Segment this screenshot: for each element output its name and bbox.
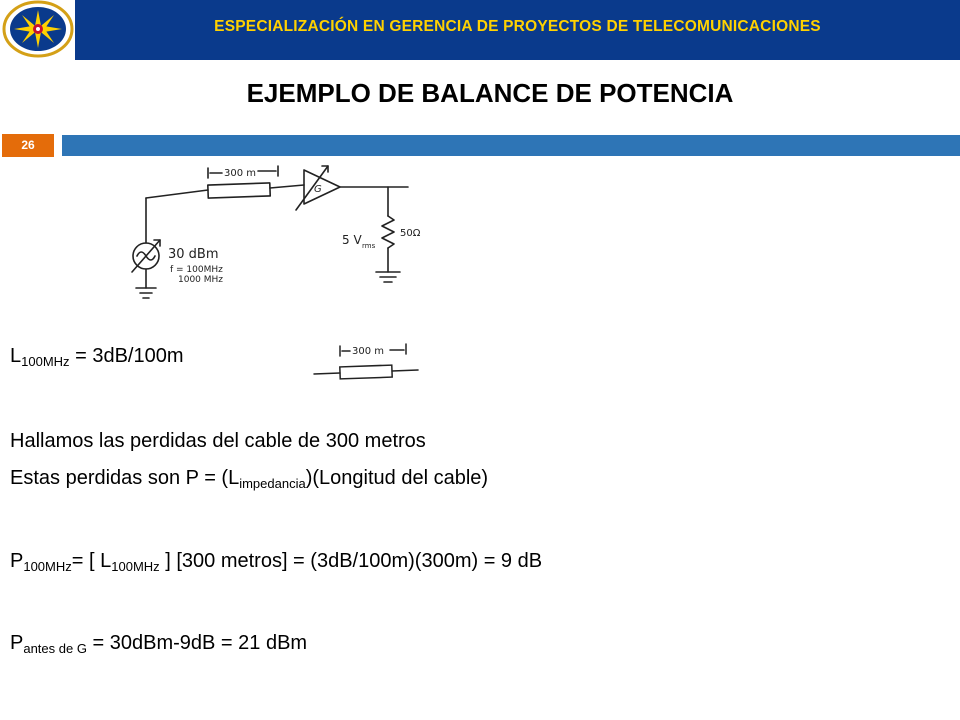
resistance-label: 50Ω <box>400 228 421 239</box>
source-power-label: 30 dBm <box>168 247 219 262</box>
resistor-icon <box>382 216 394 248</box>
header-title: ESPECIALIZACIÓN EN GERENCIA DE PROYECTOS DE TELECOMUNICACIONES <box>214 18 821 35</box>
frequency-label: f = 100MHz <box>170 265 223 275</box>
cable-detail-diagram <box>310 340 420 380</box>
page-number-badge: 26 <box>2 134 54 157</box>
loss-formula-line: Estas perdidas son $P = (L_{impedancia})(Longitud$ del cable) <box>10 467 489 491</box>
title-underline-bar <box>62 135 960 156</box>
cable-element <box>208 183 270 198</box>
university-logo <box>2 0 74 58</box>
loss-calculation-line: $P_{100MHz}=$ [ $L_{100MHz}$ ] [300 metros] = (3dB/100m)(300m) = 9 dB <box>10 550 543 574</box>
cable-length-label: 300 m <box>224 168 257 179</box>
slide-title: EJEMPLO DE BALANCE DE POTENCIA <box>246 78 734 108</box>
voltage-subscript: rms <box>362 242 376 250</box>
frequency-alt-label: 1000 MHz <box>178 275 224 285</box>
text-line-cable-loss: Hallamos las perdidas del cable de 300 metros <box>10 430 426 452</box>
amplifier-gain-label: G <box>314 184 322 195</box>
voltage-label: 5 V <box>342 233 362 247</box>
cable-length-label: 300 m <box>352 346 385 357</box>
circuit-diagram <box>118 160 448 310</box>
cable-element <box>340 365 392 379</box>
power-before-amp-line: $P_{antes de G} = 30dBm-9dB = 21$ dBm <box>10 632 308 656</box>
loss-per-length-line: $L_{100MHz} = 3dB/100m$ <box>10 345 184 369</box>
